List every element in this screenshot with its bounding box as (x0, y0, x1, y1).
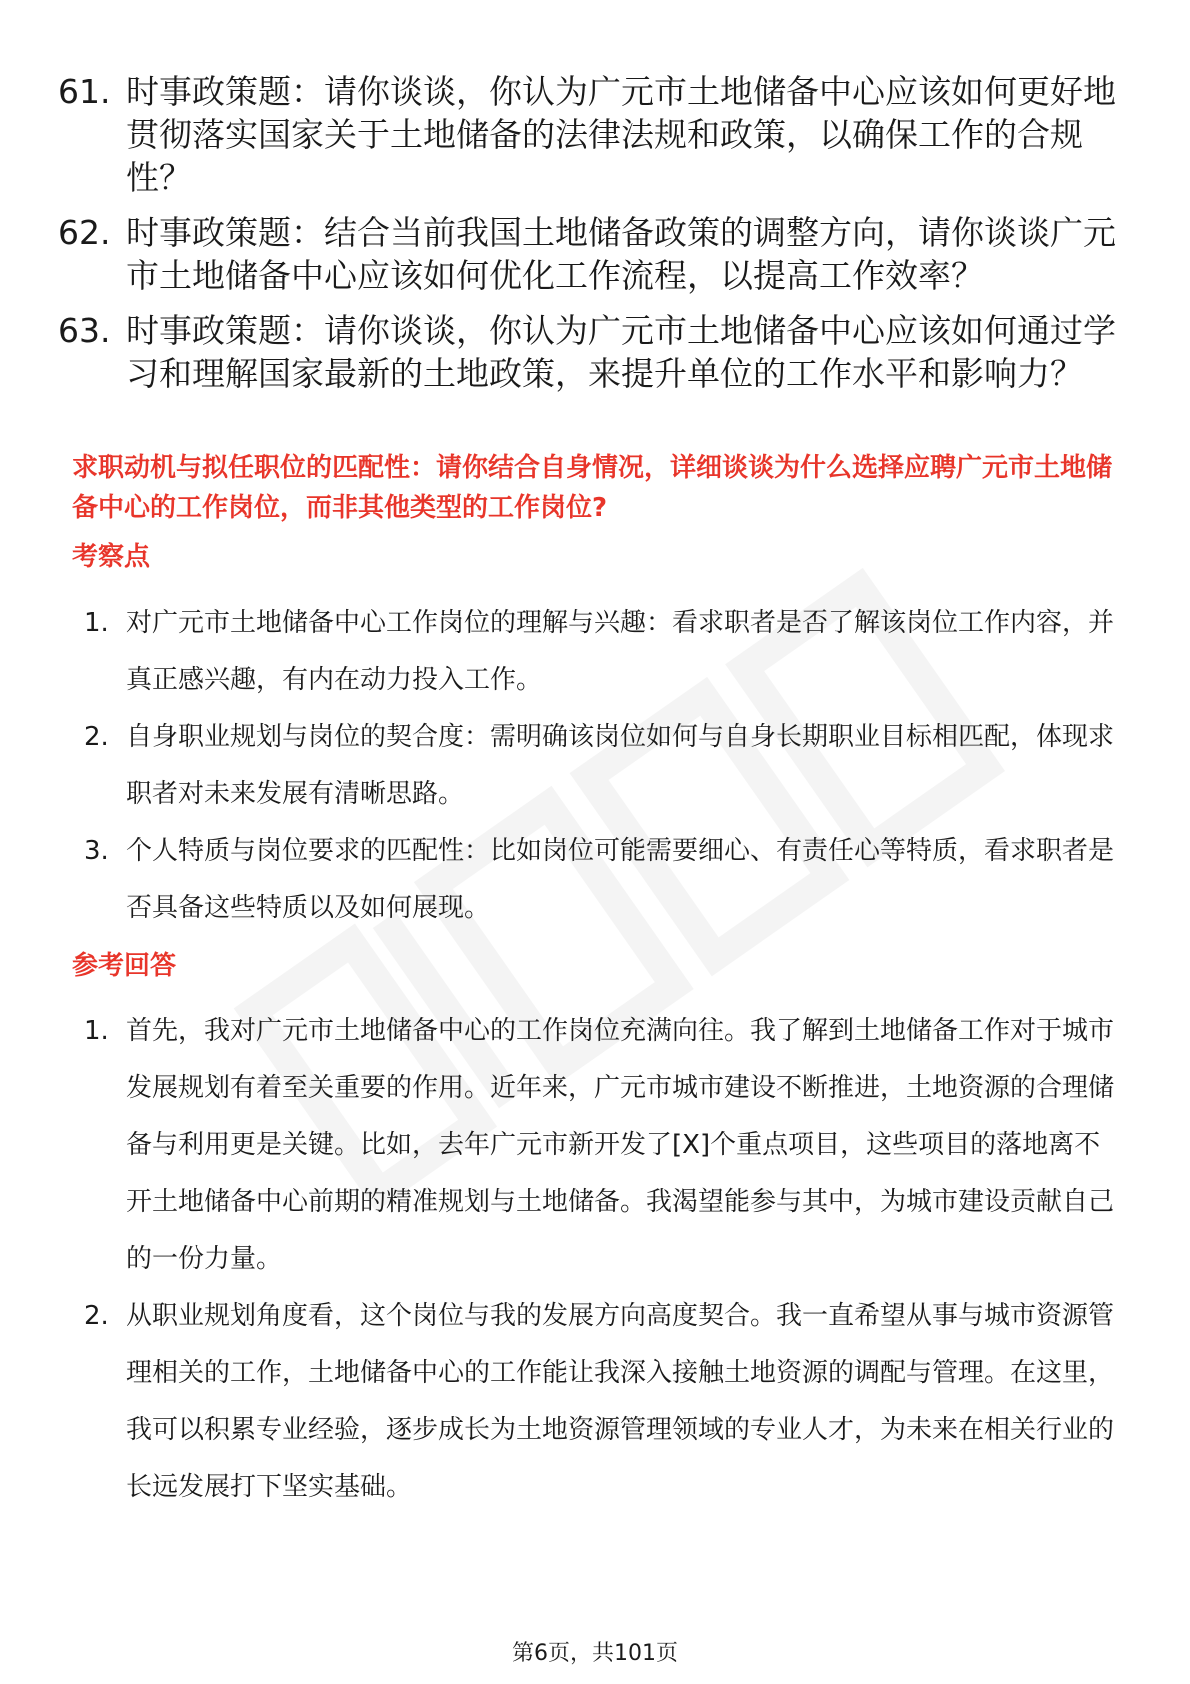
list-text: 首先，我对广元市土地储备中心的工作岗位充满向往。我了解到土地储备工作对于城市发展规划有着至关重要的作用。近年来，广元市城市建设不断推进，土地资源的合理储备与利用更是关键。比如，去年广元市新开发了[X]个重点项目，这些项目的落地离不开土地储备中心前期的精准规划与土地储备。我渴望能参与其中，为城市建设贡献自己的一份力量。 (126, 1016, 1115, 1274)
answers-list (84, 1003, 1124, 1516)
answer-heading: 参考回答 (72, 951, 177, 981)
list-text: 对广元市土地储备中心工作岗位的理解与兴趣：看求职者是否了解该岗位工作内容，并真正感兴趣，有内在动力投入工作。 (126, 608, 1115, 695)
list-item (84, 595, 1124, 709)
question-number: 63. (58, 311, 111, 350)
question-item (58, 211, 1128, 297)
list-number: 1. (84, 1016, 109, 1046)
question-number: 62. (58, 213, 111, 252)
list-text: 个人特质与岗位要求的匹配性：比如岗位可能需要细心、有责任心等特质，看求职者是否具备这些特质以及如何展现。 (126, 836, 1115, 923)
question-text: 时事政策题：结合当前我国土地储备政策的调整方向，请你谈谈广元市土地储备中心应该如何优化工作流程，以提高工作效率？ (126, 213, 1116, 295)
question-number: 61. (58, 72, 111, 111)
points-heading: 考察点 (72, 542, 151, 572)
question-list (58, 70, 1128, 407)
page-footer: 第6页，共101页 (512, 1641, 678, 1666)
section-title: 求职动机与拟任职位的匹配性：请你结合自身情况，详细谈谈为什么选择应聘广元市土地储备中心的工作岗位，而非其他类型的工作岗位? (72, 453, 1113, 523)
points-list (84, 595, 1124, 937)
list-item (84, 1003, 1124, 1288)
question-item (58, 309, 1128, 395)
list-number: 3. (84, 836, 109, 866)
list-item (84, 709, 1124, 823)
list-text: 自身职业规划与岗位的契合度：需明确该岗位如何与自身长期职业目标相匹配，体现求职者对未来发展有清晰思路。 (126, 722, 1115, 809)
list-number: 2. (84, 722, 109, 752)
question-text: 时事政策题：请你谈谈，你认为广元市土地储备中心应该如何通过学习和理解国家最新的土地政策，来提升单位的工作水平和影响力？ (126, 311, 1116, 393)
list-number: 2. (84, 1301, 109, 1331)
question-text: 时事政策题：请你谈谈，你认为广元市土地储备中心应该如何更好地贯彻落实国家关于土地储备的法律法规和政策，以确保工作的合规性？ (126, 72, 1116, 197)
list-item (84, 823, 1124, 937)
list-item (84, 1288, 1124, 1516)
question-item (58, 70, 1128, 199)
list-text: 从职业规划角度看，这个岗位与我的发展方向高度契合。我一直希望从事与城市资源管理相关的工作，土地储备中心的工作能让我深入接触土地资源的调配与管理。在这里，我可以积累专业经验，逐步成长为土地资源管理领域的专业人才，为未来在相关行业的长远发展打下坚实基础。 (126, 1301, 1115, 1502)
list-number: 1. (84, 608, 109, 638)
